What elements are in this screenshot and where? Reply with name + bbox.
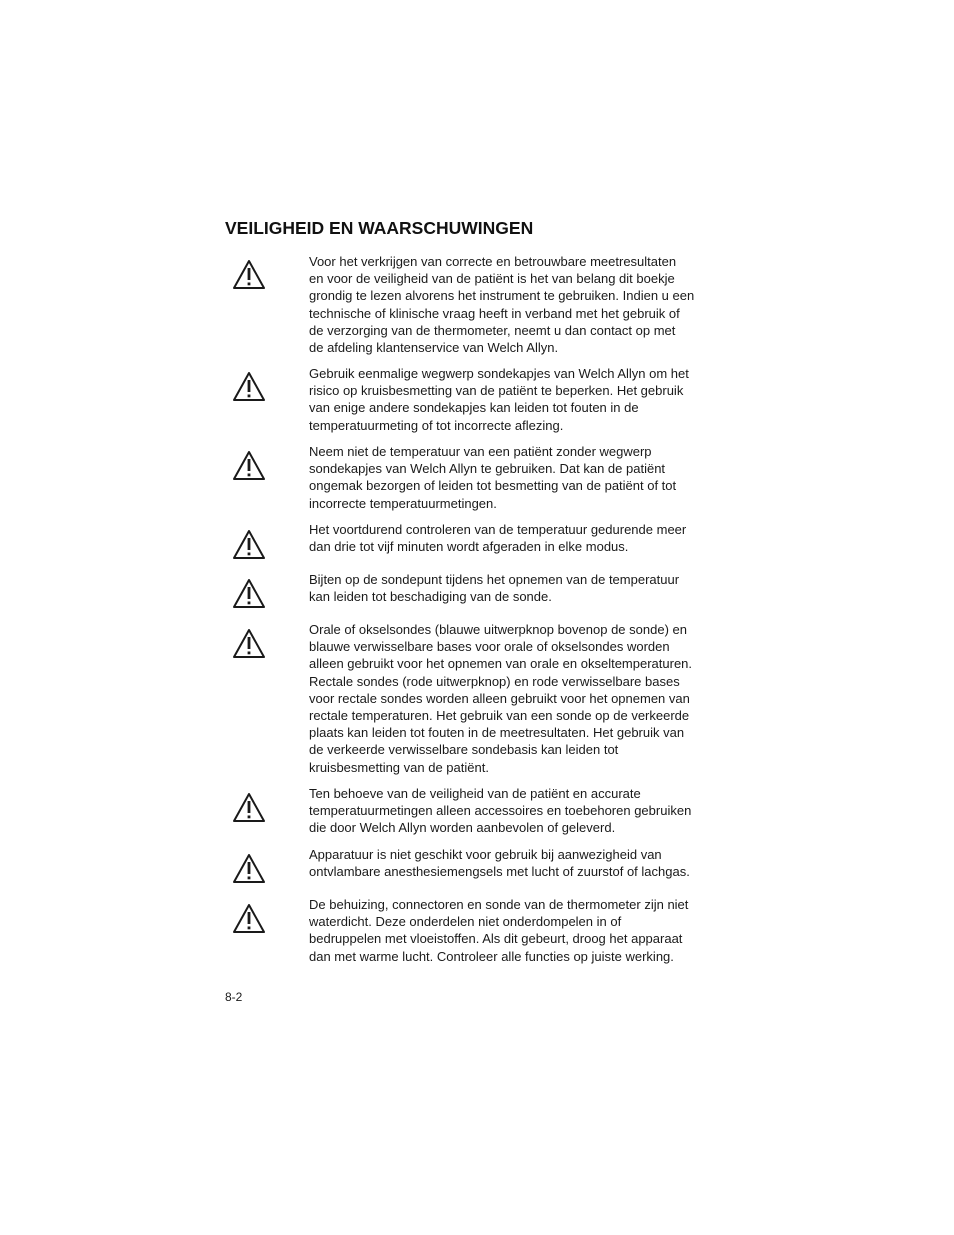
- warning-text: Gebruik eenmalige wegwerp sondekapjes van Welch Allyn om het risico op kruisbesmetting van de patiënt te beperken. Het gebruik van enige andere sondekapjes kan leiden tot fouten in de temperatuurmeting of tot incorrecte aflezing.: [309, 366, 689, 433]
- warning-text: Orale of okselsondes (blauwe uitwerpknop bovenop de sonde) en blauwe verwisselbare bases voor orale of okselsondes worden alleen gebruikt voor het opnemen van orale en okseltemperaturen. Rectale sondes (rode uitwerpknop) en rode verwisselbare bases voor rectale sondes worden alleen gebruikt voor het opnemen van rectale temperaturen. Het gebruik van een sonde op de verkeerde plaats kan leiden tot fouten in de meetresultaten. Het gebruik van de verkeerde verwisselbare sondebasis kan leiden tot kruisbesmetting van de patiënt.: [309, 622, 693, 775]
- warning-triangle-icon: [232, 450, 266, 481]
- warning-triangle-icon: [232, 853, 266, 884]
- warning-triangle-icon: [232, 628, 266, 659]
- page-number: 8-2: [225, 990, 243, 1004]
- page-title: VEILIGHEID EN WAARSCHUWINGEN: [225, 218, 534, 238]
- warning-triangle-icon: [232, 578, 266, 609]
- warning-text: Het voortdurend controleren van de temperatuur gedurende meer dan drie tot vijf minuten wordt afgeraden in elke modus.: [309, 522, 687, 555]
- warning-text: Bijten op de sondepunt tijdens het opnemen van de temperatuur kan leiden tot beschadiging van de sonde.: [309, 572, 680, 605]
- warning-triangle-icon: [232, 792, 266, 823]
- warning-text: Apparatuur is niet geschikt voor gebruik bij aanwezigheid van ontvlambare anesthesiemengsels met lucht of zuurstof of lachgas.: [309, 847, 690, 880]
- warning-text: Neem niet de temperatuur van een patiënt zonder wegwerp sondekapjes van Welch Allyn te gebruiken. Dat kan de patiënt ongemak bezorgen of leiden tot besmetting van de patiënt of tot incorrecte temperatuurmetingen.: [309, 444, 677, 511]
- warning-triangle-icon: [232, 529, 266, 560]
- warning-text: Ten behoeve van de veiligheid van de patiënt en accurate temperatuurmetingen alleen accessoires en toebehoren gebruiken die door Welch Allyn worden aanbevolen of geleverd.: [309, 786, 692, 836]
- warning-triangle-icon: [232, 371, 266, 402]
- warning-text: Voor het verkrijgen van correcte en betrouwbare meetresultaten en voor de veiligheid van de patiënt is het van belang dit boekje grondig te lezen alvorens het instrument te gebruiken. Indien u een technische of klinische vraag heeft in verband met het gebruik of de verzorging van de thermometer, neemt u dan contact op met de afdeling klantenservice van Welch Allyn.: [309, 254, 695, 356]
- warning-text: De behuizing, connectoren en sonde van de thermometer zijn niet waterdicht. Deze onderdelen niet onderdompelen in of bedruppelen met vloeistoffen. Als dit gebeurt, droog het apparaat dan met warme lucht. Controleer alle functies op juiste werking.: [309, 897, 689, 964]
- warning-triangle-icon: [232, 259, 266, 290]
- warning-triangle-icon: [232, 903, 266, 934]
